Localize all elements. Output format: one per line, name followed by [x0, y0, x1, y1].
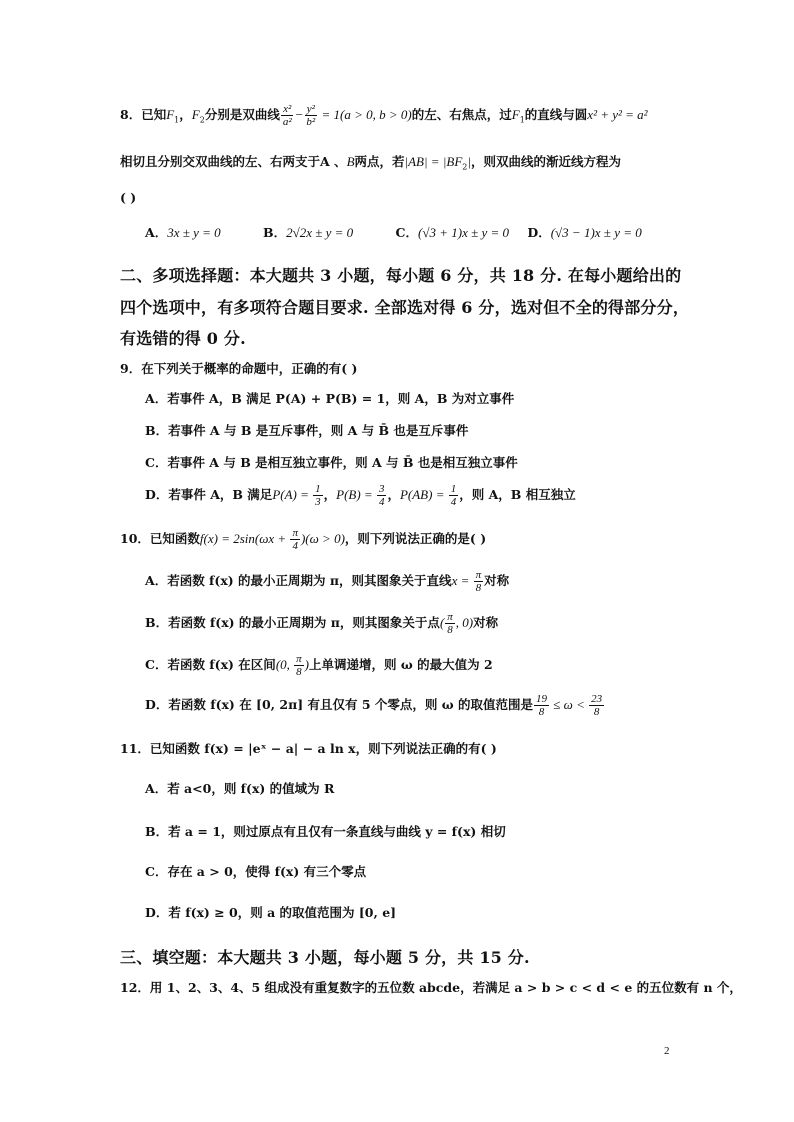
section3-heading: 三、填空题：本大题共 3 小题，每小题 5 分，共 15 分. [120, 948, 530, 967]
q8-stem-line2: 相切且分别交双曲线的左、右两支于A 、B两点，若$|AB| = |BF_2|$，则双曲线的渐近线方程为 [120, 154, 621, 172]
q9-option-b[interactable]: B．若事件 A 与 B 是互斥事件，则 A 与 B̄ 也是互斥事件 [145, 423, 469, 438]
q10-option-a[interactable]: A．若函数 f(x) 的最小正周期为 π，则其图象关于直线x = $\frac{\pi}{8}$ 对称 [145, 569, 510, 594]
q8-option-d[interactable]: D．(√3 − 1)x ± y = 0 [527, 225, 642, 240]
q9-option-d[interactable]: D．若事件 A，B 满足P(A) = $\frac{1}{3}$ ，P(B) = $\frac{3}{4}$ ，P(AB) = $\frac{1}{4}$ ，则 A，B 相互独立 [145, 483, 576, 508]
q12-stem: 12．用 1、2、3、4、5 组成没有重复数字的五位数 abcde，若满足 a > b > c < d < e 的五位数有 n 个， [120, 980, 742, 995]
q11-option-c[interactable]: C．存在 a > 0，使得 f(x) 有三个零点 [145, 864, 367, 879]
q8-stem-pre: 8．已知 [120, 107, 167, 122]
q8-line2: 相切且分别交双曲线的左、右两支于A 、 [120, 154, 347, 169]
q8-line2b: 两点，若 [354, 154, 405, 169]
q8-option-b[interactable]: B．2√2x ± y = 0 [263, 225, 354, 240]
q11-option-a[interactable]: A．若 a<0，则 f(x) 的值域为 R [145, 781, 335, 796]
q11-stem: 11．已知函数 f(x) = |eˣ − a| − a ln x，则下列说法正确的有( ) [120, 741, 497, 756]
q8-line2c: ，则双曲线的渐近线方程为 [470, 154, 621, 169]
q10-stem: 10．已知函数f(x) = 2sin(ωx + $\frac{\pi}{4}$ )(ω > 0)，则下列说法正确的是( ) [120, 527, 487, 552]
q9-option-a[interactable]: A．若事件 A，B 满足 P(A) + P(B) = 1，则 A，B 为对立事件 [145, 391, 515, 406]
q10-option-d[interactable]: D．若函数 f(x) 在 [0, 2π] 有且仅有 5 个零点，则 ω 的取值范围是 $\frac{19}{8}$ ≤ ω < $\frac{23}{8}$ [145, 693, 603, 718]
q8-stem-mid2: 的直线与圆 [524, 107, 588, 122]
q11-option-d[interactable]: D．若 f(x) ≥ 0，则 a 的取值范围为 [0, e] [145, 905, 397, 920]
q8-stem-cond: 的左、右焦点，过 [411, 107, 512, 122]
q9-option-c[interactable]: C．若事件 A 与 B 是相互独立事件，则 A 与 B̄ 也是相互独立事件 [145, 455, 518, 470]
q8-option-c[interactable]: C．(√3 + 1)x ± y = 0 [395, 225, 510, 240]
section2-heading-line2: 四个选项中，有多项符合题目要求. 全部选对得 6 分，选对但不全的得部分分， [120, 298, 690, 317]
q11-option-b[interactable]: B．若 a = 1，则过原点有且仅有一条直线与曲线 y = f(x) 相切 [145, 824, 506, 839]
section2-heading-line3: 有选错的得 0 分. [120, 329, 246, 348]
q8-options [145, 223, 680, 241]
fraction-x2-a2: $\frac{\text{x²}}{\text{a²}}$ [282, 103, 292, 128]
q8-stem-line1: 8．已知$F_1$，$F_2$分别是双曲线 $\frac{\text{x²}}{\text{a²}}$ − $\frac{\text{y²}}{\text{b²}}$ = 1(a > 0, b > 0)的左、右焦点，过$F_1$的直线与圆x² + y² = a² [120, 103, 648, 128]
q8-option-a[interactable]: A．3x ± y = 0 [145, 225, 221, 240]
section2-heading-line1: 二、多项选择题：本大题共 3 小题，每小题 6 分，共 18 分. 在每小题给出的 [120, 266, 682, 285]
q10-option-c[interactable]: C．若函数 f(x) 在区间(0, $\frac{\pi}{8}$ )上单调递增，则 ω 的最大值为 2 [145, 653, 493, 678]
page-number: 2 [664, 1045, 670, 1057]
q8-stem-mid1: 分别是双曲线 [204, 107, 280, 122]
fraction-y2-b2: $\frac{\text{y²}}{\text{b²}}$ [306, 103, 316, 128]
q8-paren: ( ) [120, 190, 137, 205]
q9-stem: 9．在下列关于概率的命题中，正确的有( ) [120, 361, 358, 376]
q10-option-b[interactable]: B．若函数 f(x) 的最小正周期为 π，则其图象关于点( $\frac{\pi}{8}$ , 0)对称 [145, 611, 499, 636]
